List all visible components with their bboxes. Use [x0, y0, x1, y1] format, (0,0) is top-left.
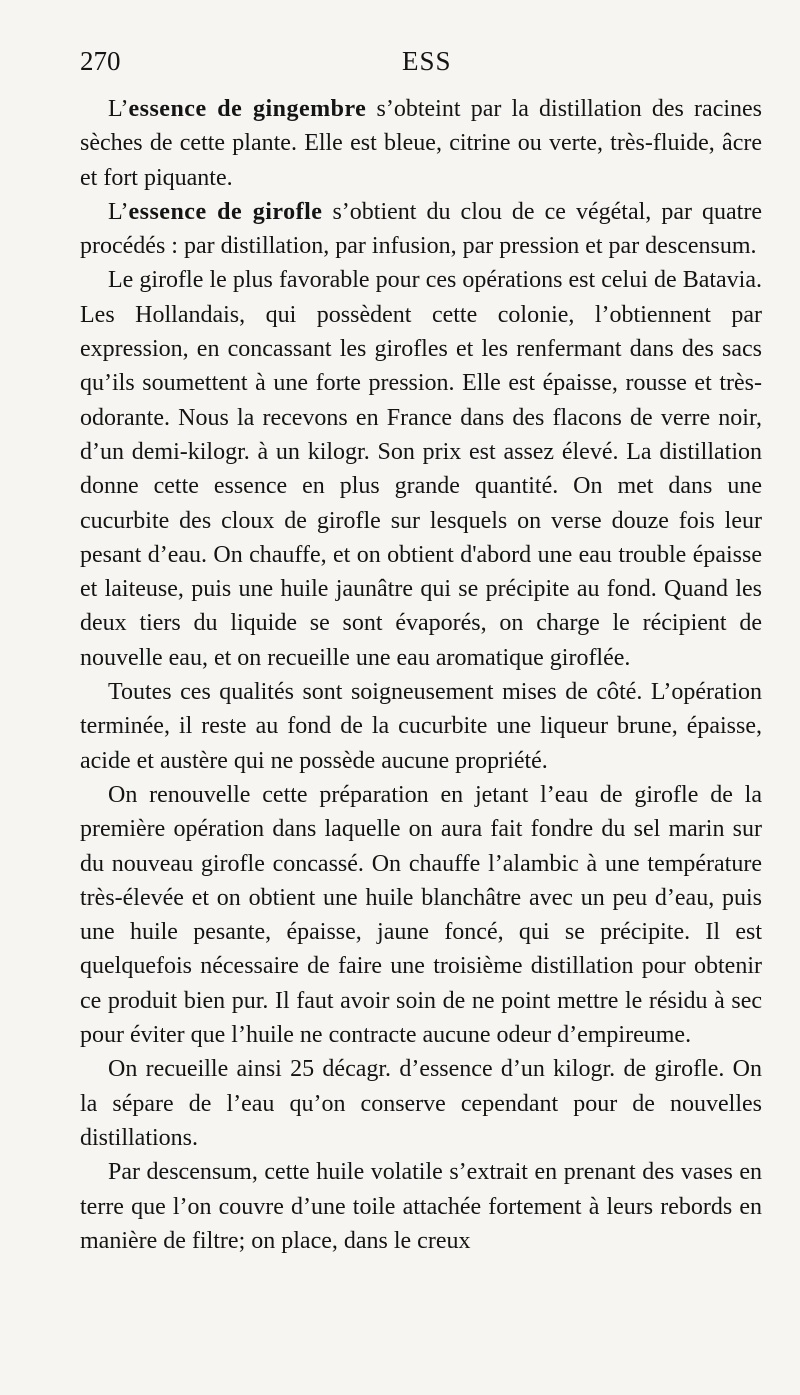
term-prefix: L’ [108, 96, 129, 122]
paragraph-renouvelle: On renouvelle cette préparation en jetant l’eau de girofle de la première opération dans laquelle on aura fait fondre du sel marin sur du nouveau girofle concassé. On chauffe l’alambic à une température très-élevée et on obtient une huile blanchâtre avec un peu d’eau, puis une huile pesante, épaisse, jaune foncé, qui se précipite. Il est quelquefois nécessaire de faire une troisième distillation pour obtenir ce produit bien pur. Il faut avoir soin de ne point mettre le résidu à sec pour éviter que l’huile ne contracte aucune odeur d’empireume. [80, 781, 762, 1049]
paragraph-girofle [80, 195, 762, 264]
paragraph-descensum: Par descensum, cette huile volatile s’extrait en prenant des vases en terre que l’on couvre d’une toile attachée fortement à leurs rebords en manière de filtre; on place, dans le creux [80, 1159, 762, 1254]
body-text [80, 92, 762, 1258]
term-essence-girofle: essence de girofle [128, 198, 323, 225]
paragraph-batavia: Le girofle le plus favorable pour ces opérations est celui de Batavia. Les Hollandais, qui possèdent cette colonie, l’obtiennent par expression, en concassant les girofles et les renfermant dans des sacs qu’ils soumettent à une forte pression. Elle est épaisse, rousse et très-odorante. Nous la recevons en France dans des flacons de verre noir, d’un demi-kilogr. à un kilogr. Son prix est assez élevé. La distillation donne cette essence en plus grande quantité. On met dans une cucurbite des cloux de girofle sur lesquels on verse douze fois leur pesant d’eau. On chauffe, et on obtient d'abord une eau trouble épaisse et laiteuse, puis une huile jaunâtre qui se précipite au fond. Quand les deux tiers du liquide se sont évaporés, on charge le récipient de nouvelle eau, et on recueille une eau aromatique giroflée. [80, 267, 762, 671]
term-prefix: L’ [108, 198, 129, 225]
term-essence-gingembre: essence de gingembre [128, 96, 367, 122]
paragraph-text: s’obteint par la distillation des racines sèches de cette plante. Elle est bleue, citrine ou verte, très-fluide, âcre et fort piquante. [80, 96, 763, 191]
page-header [80, 46, 758, 86]
paragraph-recueille: On recueille ainsi 25 décagr. d’essence d’un kilogr. de girofle. On la sépare de l’eau qu’on conserve cependant pour de nouvelles distillations. [80, 1056, 762, 1151]
paragraph-gingembre [80, 92, 762, 195]
paragraph-text: s’obtient du clou de ce végétal, par quatre procédés : par distillation, par infusion, par pression et par descensum. [80, 198, 762, 260]
running-head: ESS [402, 46, 452, 76]
page-number: 270 [80, 46, 121, 76]
paragraph-qualites: Toutes ces qualités sont soigneusement mises de côté. L’opération terminée, il reste au fond de la cucurbite une liqueur brune, épaisse, acide et austère qui ne possède aucune propriété. [80, 679, 762, 774]
